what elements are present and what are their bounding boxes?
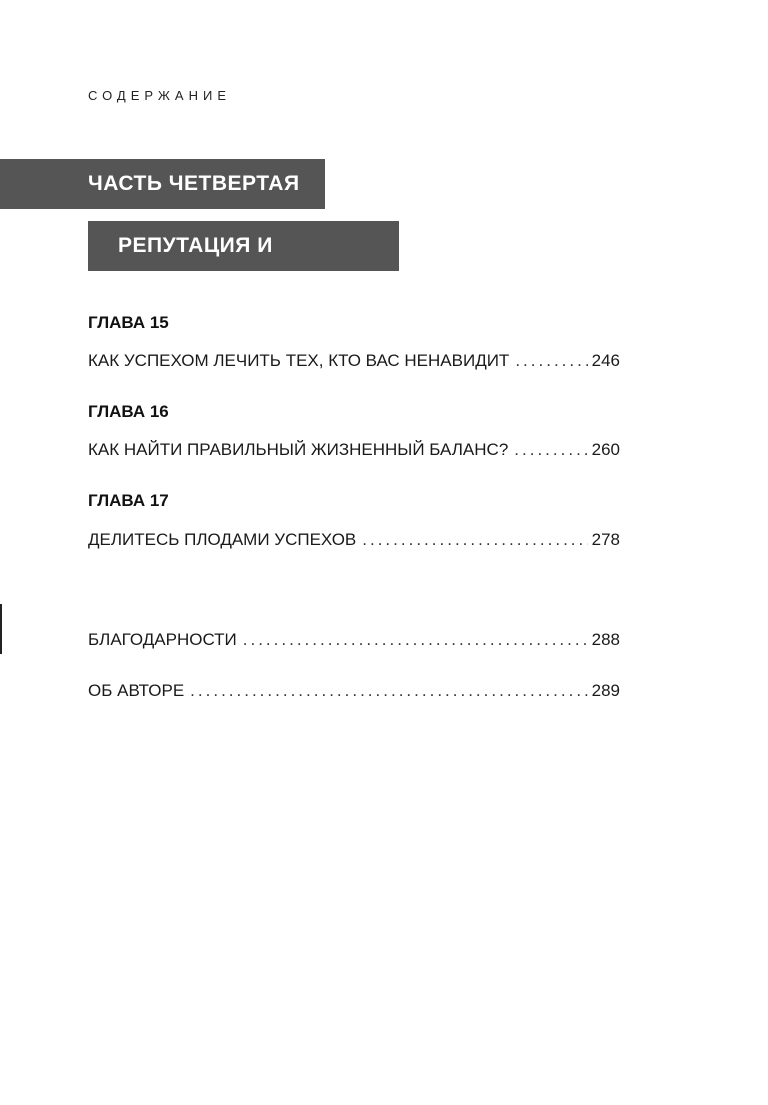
toc-entry-title: ДЕЛИТЕСЬ ПЛОДАМИ УСПЕХОВ	[88, 530, 357, 549]
toc-page-number: 289	[591, 681, 620, 700]
toc-page-number: 278	[591, 530, 620, 549]
chapter-label: ГЛАВА 17	[88, 491, 169, 510]
toc-entry-title: ОБ АВТОРЕ	[88, 681, 185, 700]
running-head: СОДЕРЖАНИЕ	[88, 88, 232, 103]
toc-leader-dots	[190, 681, 587, 701]
margin-mark	[0, 604, 2, 654]
toc-entry-title: КАК НАЙТИ ПРАВИЛЬНЫЙ ЖИЗНЕННЫЙ БАЛАНС?	[88, 440, 509, 459]
toc-entry-about-author[interactable]	[88, 681, 620, 701]
part-label-banner: ЧАСТЬ ЧЕТВЕРТАЯ	[0, 159, 325, 209]
toc-entry-chapter-16[interactable]	[88, 440, 620, 460]
toc-entry-chapter-17[interactable]	[88, 530, 620, 550]
toc-leader-dots	[362, 530, 587, 550]
toc-leader-dots	[515, 351, 587, 371]
toc-leader-dots	[514, 440, 587, 460]
part-title-banner: РЕПУТАЦИЯ И НАСЛЕДИЕ	[88, 221, 399, 271]
toc-entry-title: КАК УСПЕХОМ ЛЕЧИТЬ ТЕХ, КТО ВАС НЕНАВИДИТ	[88, 351, 510, 370]
toc-entry-acknowledgements[interactable]	[88, 630, 620, 650]
toc-page-number: 246	[591, 351, 620, 370]
toc-page-number: 288	[591, 630, 620, 649]
chapter-label: ГЛАВА 15	[88, 313, 169, 332]
toc-page-number: 260	[591, 440, 620, 459]
toc-entry-title: БЛАГОДАРНОСТИ	[88, 630, 237, 649]
chapter-label: ГЛАВА 16	[88, 402, 169, 421]
toc-leader-dots	[243, 630, 588, 650]
toc-entry-chapter-15[interactable]	[88, 351, 620, 371]
